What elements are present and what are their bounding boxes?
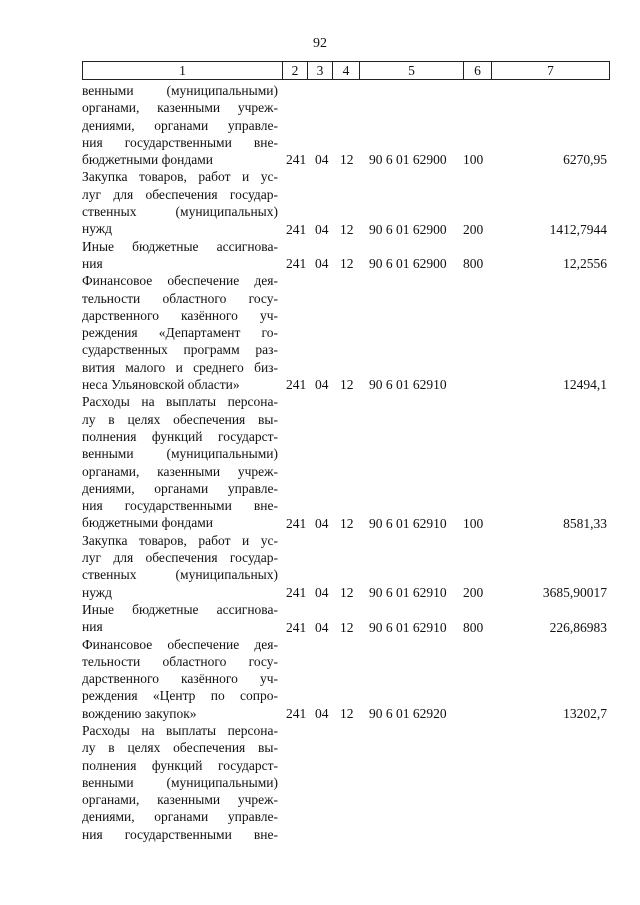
description-line: сударственных программ раз-	[82, 342, 278, 358]
admin-code: 241	[286, 705, 307, 721]
subsection-code: 12	[340, 221, 354, 237]
description-line: дениями, органами управле-	[82, 809, 278, 825]
target-article-code: 90 6 01 62920	[369, 705, 447, 721]
description-line: нужд	[82, 584, 112, 600]
amount: 13202,7	[563, 705, 607, 721]
subsection-code: 12	[340, 515, 354, 531]
target-article-code: 90 6 01 62910	[369, 584, 447, 600]
description-line: ния	[82, 255, 103, 271]
table-row	[82, 722, 610, 843]
description-line: нужд	[82, 221, 112, 237]
table-row	[82, 82, 610, 168]
section-code: 04	[315, 221, 329, 237]
description-line: органами, казенными учреж-	[82, 100, 278, 116]
table-row	[82, 601, 610, 636]
page-number: 92	[313, 36, 327, 51]
target-article-code: 90 6 01 62900	[369, 256, 447, 272]
target-article-code: 90 6 01 62910	[369, 619, 447, 635]
row-values	[82, 376, 610, 393]
description-line: Иные бюджетные ассигнова-	[82, 601, 278, 617]
description-line: неса Ульяновской области»	[82, 377, 240, 393]
row-values	[82, 584, 610, 601]
header-col-5: 5	[360, 62, 464, 79]
description-line: бюджетными фондами	[82, 515, 213, 531]
header-col-3: 3	[308, 62, 333, 79]
admin-code: 241	[286, 221, 307, 237]
description-line: ственных (муниципальных)	[82, 204, 278, 220]
description-line: дарственного казённого уч-	[82, 671, 278, 687]
admin-code: 241	[286, 619, 307, 635]
target-article-code: 90 6 01 62900	[369, 152, 447, 168]
description-line: ственных (муниципальных)	[82, 567, 278, 583]
amount: 12494,1	[563, 377, 607, 393]
row-description	[82, 393, 278, 531]
description-line: ния государственными вне-	[82, 498, 278, 514]
description-line: Финансовое обеспечение дея-	[82, 273, 278, 289]
section-code: 04	[315, 515, 329, 531]
expense-type-code: 200	[463, 221, 484, 237]
description-line: реждения «Центр по сопро-	[82, 688, 278, 704]
section-code: 04	[315, 377, 329, 393]
section-code: 04	[315, 152, 329, 168]
expense-type-code: 200	[463, 584, 484, 600]
admin-code: 241	[286, 256, 307, 272]
table-row	[82, 393, 610, 531]
description-line: венными (муниципальными)	[82, 83, 278, 98]
section-code: 04	[315, 584, 329, 600]
row-values	[82, 705, 610, 722]
expense-type-code: 100	[463, 515, 484, 531]
expense-type-code: 800	[463, 619, 484, 635]
description-line: Расходы на выплаты персона-	[82, 394, 278, 410]
expense-type-code: 800	[463, 256, 484, 272]
description-line: луг для обеспечения государ-	[82, 550, 278, 566]
target-article-code: 90 6 01 62910	[369, 515, 447, 531]
subsection-code: 12	[340, 256, 354, 272]
description-line: вития малого и среднего биз-	[82, 359, 278, 375]
header-col-1: 1	[83, 62, 283, 79]
target-article-code: 90 6 01 62910	[369, 377, 447, 393]
admin-code: 241	[286, 584, 307, 600]
description-line: бюджетными фондами	[82, 152, 213, 168]
admin-code: 241	[286, 515, 307, 531]
target-article-code: 90 6 01 62900	[369, 221, 447, 237]
description-line: ния	[82, 619, 103, 635]
admin-code: 241	[286, 152, 307, 168]
table-body	[82, 82, 610, 843]
description-line: ния государственными вне-	[82, 134, 278, 150]
row-values	[82, 515, 610, 532]
description-line: дарственного казённого уч-	[82, 307, 278, 323]
description-line: Расходы на выплаты персона-	[82, 722, 278, 738]
description-line: Иные бюджетные ассигнова-	[82, 238, 278, 254]
row-values	[82, 619, 610, 636]
description-line: полнения функций государст-	[82, 428, 278, 444]
amount: 1412,7944	[549, 221, 607, 237]
amount: 3685,90017	[542, 584, 607, 600]
row-values	[82, 826, 610, 843]
description-line: тельности областного госу-	[82, 290, 278, 306]
description-line: органами, казенными учреж-	[82, 463, 278, 479]
table-row	[82, 238, 610, 273]
subsection-code: 12	[340, 584, 354, 600]
description-line: органами, казенными учреж-	[82, 792, 278, 808]
row-values	[82, 151, 610, 168]
row-description	[82, 272, 278, 393]
amount: 8581,33	[563, 515, 607, 531]
table-header	[82, 61, 610, 80]
description-line: лу в целях обеспечения вы-	[82, 740, 278, 756]
header-col-7: 7	[547, 63, 554, 78]
table-row	[82, 636, 610, 722]
row-values	[82, 221, 610, 238]
description-line: Закупка товаров, работ и ус-	[82, 169, 278, 185]
section-code: 04	[315, 619, 329, 635]
description-line: Закупка товаров, работ и ус-	[82, 532, 278, 548]
row-description	[82, 722, 278, 843]
header-col-2: 2	[283, 62, 308, 79]
description-line: дениями, органами управле-	[82, 480, 278, 496]
section-code: 04	[315, 256, 329, 272]
table-row	[82, 272, 610, 393]
table-row	[82, 532, 610, 601]
subsection-code: 12	[340, 619, 354, 635]
subsection-code: 12	[340, 705, 354, 721]
description-line: ния государственными вне-	[82, 826, 278, 842]
subsection-code: 12	[340, 377, 354, 393]
description-line: Финансовое обеспечение дея-	[82, 636, 278, 652]
row-values	[82, 255, 610, 272]
header-col-6: 6	[464, 62, 492, 79]
amount: 12,2556	[563, 256, 607, 272]
amount: 226,86983	[549, 619, 607, 635]
admin-code: 241	[286, 377, 307, 393]
description-line: венными (муниципальными)	[82, 446, 278, 462]
description-line: тельности областного госу-	[82, 653, 278, 669]
header-col-4: 4	[333, 62, 360, 79]
description-line: реждения «Департамент го-	[82, 325, 278, 341]
amount: 6270,95	[563, 152, 607, 168]
description-line: дениями, органами управле-	[82, 117, 278, 133]
description-line: лу в целях обеспечения вы-	[82, 411, 278, 427]
table-row	[82, 168, 610, 237]
expense-type-code: 100	[463, 152, 484, 168]
description-line: полнения функций государст-	[82, 757, 278, 773]
section-code: 04	[315, 705, 329, 721]
description-line: венными (муниципальными)	[82, 774, 278, 790]
description-line: вождению закупок»	[82, 705, 197, 721]
description-line: луг для обеспечения государ-	[82, 186, 278, 202]
subsection-code: 12	[340, 152, 354, 168]
